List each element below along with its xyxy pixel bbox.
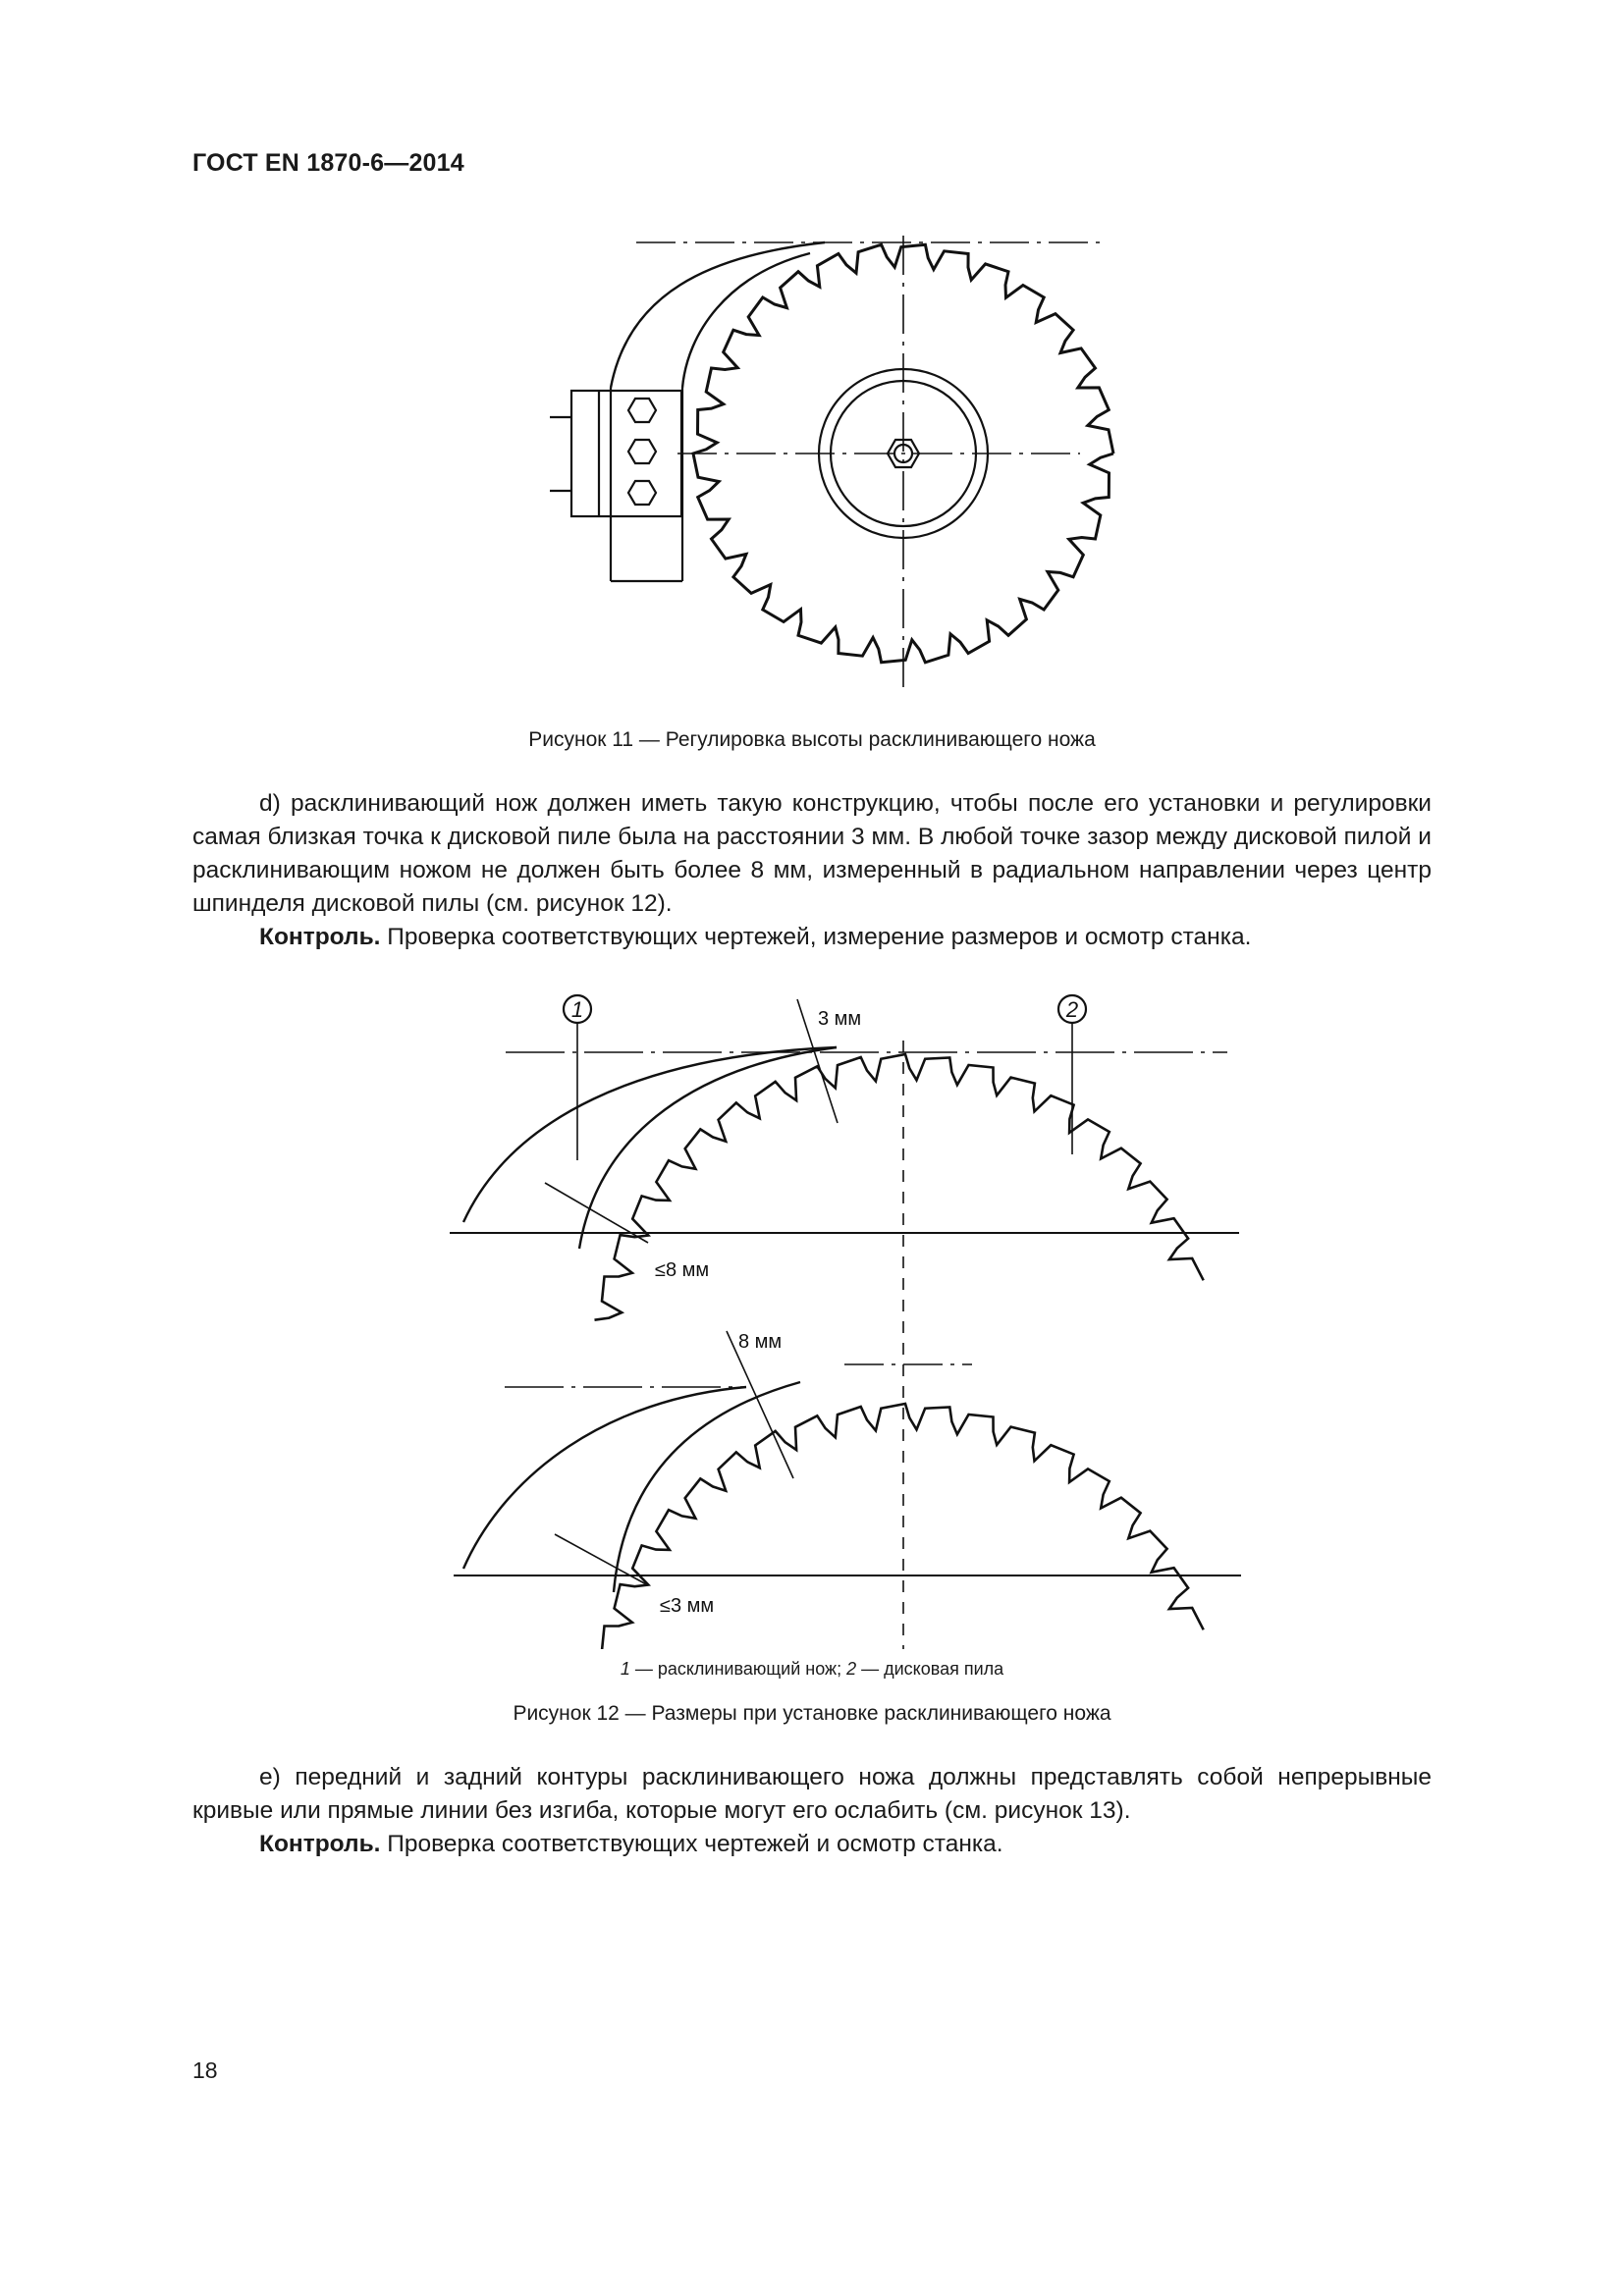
paragraph-d xyxy=(192,787,1432,954)
figure-12-caption: Рисунок 12 — Размеры при установке расклинивающего ножа xyxy=(513,1702,1111,1725)
figure-12-legend xyxy=(0,1659,1624,1680)
dimension-label: ≤8 мм xyxy=(655,1259,710,1281)
legend-text: — расклинивающий нож; xyxy=(629,1659,847,1679)
page-number: 18 xyxy=(192,2057,218,2083)
paragraph-d-control xyxy=(192,921,1432,954)
document-header: ГОСТ EN 1870-6—2014 xyxy=(192,149,464,177)
dimension-label: ≤3 мм xyxy=(660,1595,715,1617)
paragraph-d-text: d) расклинивающий нож должен иметь такую конструкцию, чтобы после его установки и регулировки самая близкая точка к дисковой пиле была на расстоянии 3 мм. В любой точке зазор между дисковой пилой и расклинивающим ножом не должен быть более 8 мм, измеренный в радиальном направлении через центр шпинделя дисковой пилы (см. рисунок 12). xyxy=(192,790,1432,917)
paragraph-e-control xyxy=(192,1828,1432,1861)
legend-number: 2 xyxy=(846,1659,857,1679)
paragraph-e xyxy=(192,1761,1432,1861)
control-label: Контроль. xyxy=(259,1831,381,1857)
figure-12-callout-2: 2 xyxy=(1065,997,1079,1022)
figure-12-drawing xyxy=(432,982,1276,1649)
figure-11-caption: Рисунок 11 — Регулировка высоты расклинивающего ножа xyxy=(528,728,1096,751)
paragraph-e-text: e) передний и задний контуры расклинивающего ножа должны представлять собой непрерывные кривые или прямые линии без изгиба, которые могут его ослабить (см. рисунок 13). xyxy=(192,1764,1432,1824)
dimension-label: 8 мм xyxy=(738,1331,783,1353)
control-text: Проверка соответствующих чертежей, измерение размеров и осмотр станка. xyxy=(380,924,1252,950)
control-text: Проверка соответствующих чертежей и осмотр станка. xyxy=(380,1831,1003,1857)
figure-11-drawing xyxy=(530,231,1139,702)
control-label: Контроль. xyxy=(259,924,381,950)
dimension-label: 3 мм xyxy=(818,1008,862,1030)
legend-text: — дисковая пила xyxy=(856,1659,1004,1679)
legend-number: 1 xyxy=(620,1659,630,1679)
figure-12-callout-1: 1 xyxy=(570,997,584,1022)
